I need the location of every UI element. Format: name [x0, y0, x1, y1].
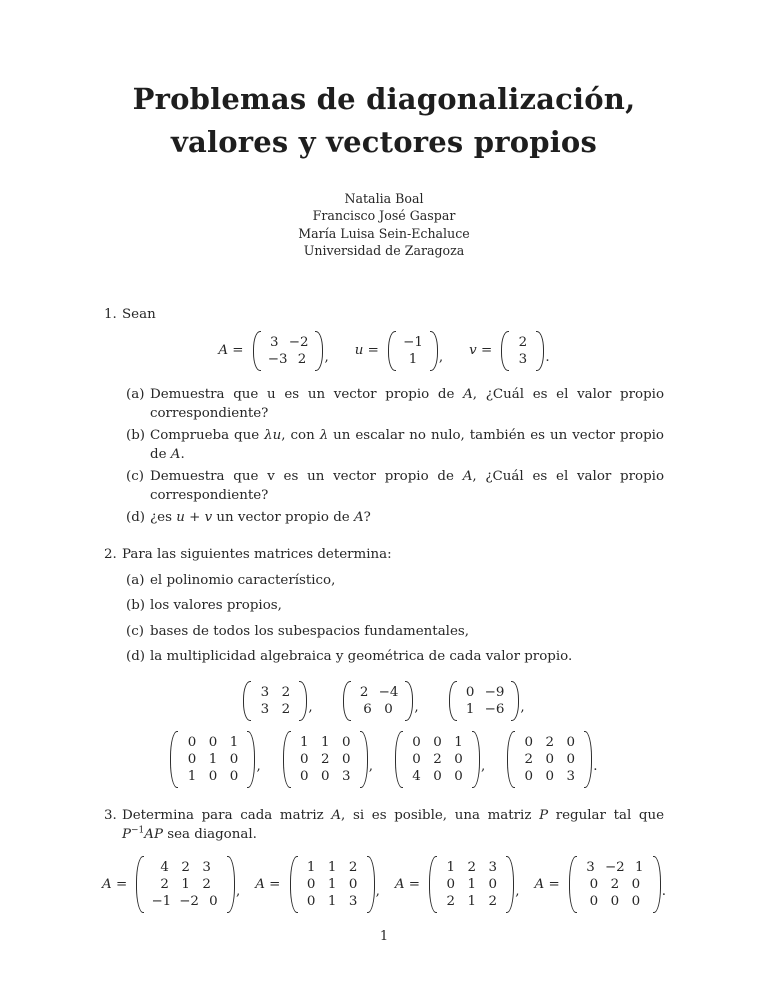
matrix-label: A =: [102, 876, 132, 892]
list-item-c: [126, 467, 664, 506]
matrix-group: [283, 731, 373, 788]
item-label: (d): [126, 509, 146, 525]
separator: ,: [256, 758, 261, 774]
left-paren: [507, 731, 515, 788]
left-paren: [136, 856, 144, 913]
definition-vector-v: [469, 331, 550, 371]
separator: ,: [324, 350, 329, 366]
author-name: María Luisa Sein-Echaluce: [298, 225, 470, 241]
list-item-c: [126, 622, 664, 642]
page-title: [104, 78, 664, 164]
author-affiliation: Universidad de Zaragoza: [303, 243, 465, 259]
author-name: Natalia Boal: [344, 190, 424, 206]
equation-display: [104, 331, 664, 371]
problem-1-items: [126, 385, 664, 528]
problem-1: [104, 305, 664, 527]
list-item-b: [126, 426, 664, 465]
separator: ,: [375, 883, 380, 899]
title-line-2: valores y vectores propios: [170, 124, 597, 159]
item-text: la multiplicidad algebraica y geométrica de cada valor propio.: [150, 649, 573, 665]
item-text: el polinomio característico,: [150, 572, 336, 588]
separator: ,: [520, 700, 525, 716]
vector-u-label: u =: [354, 343, 384, 359]
vector-v-label: v =: [469, 343, 497, 359]
author-name: Francisco José Gaspar: [312, 208, 456, 224]
matrix-label: A =: [534, 876, 564, 892]
problem-intro: Sean: [122, 307, 156, 323]
matrix-group-A3: [395, 856, 520, 913]
matrix-A2: 1 1 2 0 1 0 0 1 3: [290, 856, 375, 913]
right-paren: [315, 331, 323, 371]
matrix-3x3-4: 0 2 0 2 0 0 0 0 3: [507, 731, 592, 788]
item-text: ¿es u + v un vector propio de A?: [150, 509, 371, 525]
definition-vector-u: [355, 331, 443, 371]
problem-intro: Para las siguientes matrices determina:: [122, 547, 392, 563]
right-paren: [367, 856, 375, 913]
left-paren: [283, 731, 291, 788]
separator: ,: [368, 758, 373, 774]
matrix-group-A1: [102, 856, 240, 913]
matrix-3x3-2: 1 1 0 0 2 0 0 0 3: [283, 731, 368, 788]
definition-matrix-A: [218, 331, 328, 371]
item-label: (d): [126, 649, 146, 665]
list-item-d: [126, 647, 664, 667]
title-line-1: Problemas de diagonalización,: [132, 82, 636, 116]
matrix-label: A =: [394, 876, 425, 892]
separator: ,: [308, 700, 313, 716]
separator: ,: [438, 350, 444, 366]
matrix-2x2-2: 2 −4 6 0: [343, 681, 414, 721]
right-paren: [536, 331, 544, 371]
problem-3-heading: [104, 806, 664, 845]
matrix-row-problem-3: [86, 856, 682, 913]
left-paren: [429, 856, 437, 913]
problem-2-items: [126, 571, 664, 667]
separator: .: [593, 758, 598, 774]
right-paren: [299, 681, 307, 721]
item-text: Demuestra que u es un vector propio de A, ¿Cuál es el valor propio correspondiente?: [150, 386, 665, 422]
item-label: (c): [126, 623, 144, 639]
left-paren: [501, 331, 509, 371]
item-text: Comprueba que λu, con λ un escalar no nulo, también es un vector propio de A.: [150, 427, 664, 463]
right-paren: [227, 856, 235, 913]
left-paren: [449, 681, 457, 721]
problem-number: 2.: [104, 547, 117, 563]
vector-v: 2 3: [501, 331, 544, 371]
right-paren: [653, 856, 661, 913]
list-item-a: [126, 571, 664, 591]
item-label: (a): [126, 386, 145, 402]
right-paren: [360, 731, 368, 788]
right-paren: [506, 856, 514, 913]
right-paren: [472, 731, 480, 788]
right-paren: [511, 681, 519, 721]
page-number: 1: [379, 929, 389, 944]
matrix-group: [395, 731, 485, 788]
matrix-group: [449, 681, 525, 721]
matrix-label: A =: [255, 876, 285, 892]
matrix-2x2-1: 3 2 3 2: [243, 681, 307, 721]
matrix-group: [343, 681, 419, 721]
right-paren: [430, 331, 438, 371]
separator: ,: [515, 883, 520, 899]
item-text: bases de todos los subespacios fundamentales,: [150, 623, 470, 639]
problem-3: [104, 806, 664, 913]
problem-number: 3.: [104, 807, 117, 823]
item-label: (b): [126, 598, 146, 614]
separator: ,: [414, 700, 419, 716]
matrix-A-label: A =: [218, 343, 248, 359]
matrix-A3: 1 2 3 0 1 0 2 1 2: [429, 856, 514, 913]
matrix-group: [243, 681, 312, 721]
right-paren: [584, 731, 592, 788]
left-paren: [243, 681, 251, 721]
vector-u: −1 1: [388, 331, 438, 371]
right-paren: [405, 681, 413, 721]
matrix-group-A4: [535, 856, 666, 913]
matrix-3x3-3: 0 0 1 0 2 0 4 0 0: [395, 731, 480, 788]
item-text: los valores propios,: [150, 598, 282, 614]
separator: ,: [481, 758, 486, 774]
matrix-3x3-1: 0 0 1 0 1 0 1 0 0: [170, 731, 255, 788]
list-item-a: [126, 385, 664, 424]
separator: ,: [235, 883, 241, 899]
matrix-row-3x3: [92, 731, 676, 788]
left-paren: [388, 331, 396, 371]
right-paren: [247, 731, 255, 788]
left-paren: [395, 731, 403, 788]
matrix-2x2-3: 0 −9 1 −6: [449, 681, 520, 721]
left-paren: [569, 856, 577, 913]
separator: .: [545, 350, 550, 366]
item-label: (c): [126, 468, 144, 484]
matrix-A: 3 −2 −3 2: [253, 331, 324, 371]
matrix-A1: 4 2 3 2 1 2 −1 −2 0: [136, 856, 235, 913]
item-label: (a): [126, 572, 145, 588]
matrix-A4: 3 −2 1 0 2 0 0 0 0: [569, 856, 661, 913]
problem-intro: Determina para cada matriz A, si es posible, una matriz P regular tal que $P^{-1}AP$ sea diagonal.: [122, 807, 665, 843]
left-paren: [290, 856, 298, 913]
problem-1-heading: [104, 305, 664, 325]
matrix-group: [507, 731, 597, 788]
problem-2-heading: [104, 545, 664, 565]
list-item-d: [126, 508, 664, 528]
problem-number: 1.: [104, 307, 117, 323]
matrix-row-2x2: [104, 681, 664, 721]
left-paren: [343, 681, 351, 721]
author-block: [104, 190, 664, 260]
left-paren: [253, 331, 261, 371]
item-label: (b): [126, 427, 146, 443]
matrix-group-A2: [255, 856, 380, 913]
list-item-b: [126, 596, 664, 616]
separator: .: [661, 883, 666, 899]
problem-2: [104, 545, 664, 788]
matrix-group: [170, 731, 260, 788]
item-text: Demuestra que v es un vector propio de A, ¿Cuál es el valor propio correspondiente?: [150, 468, 665, 504]
left-paren: [170, 731, 178, 788]
